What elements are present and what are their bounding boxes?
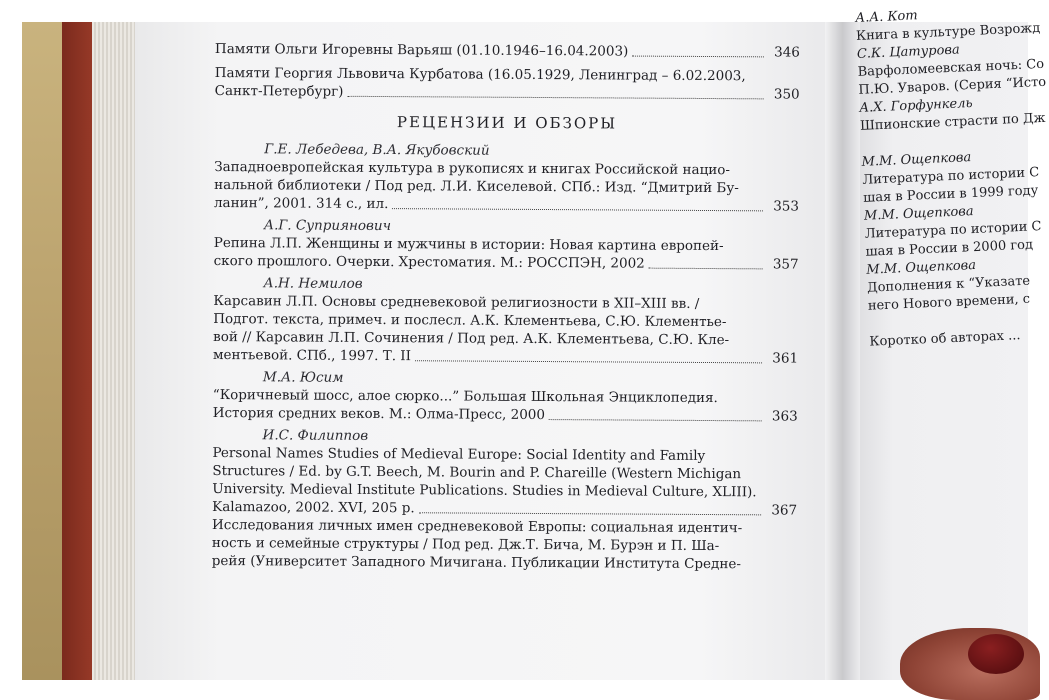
review-author: И.С. Филиппов: [262, 427, 369, 444]
toc-entry-last-line: [214, 194, 799, 216]
right-page-line: него Нового времени, с: [867, 291, 1031, 314]
toc-entry: [214, 234, 799, 274]
entry-text: рейя (Университет Западного Мичигана. Публикации Института Средне-: [211, 552, 741, 573]
entry-text: Памяти Георгия Львовича Курбатова (16.05.1929, Ленинград – 6.02.2003,: [214, 64, 746, 85]
right-page-line: Шпионские страсти по Дж: [859, 110, 1046, 134]
toc-entry: [213, 386, 798, 426]
right-page-line: Коротко об авторах ...: [869, 328, 1021, 350]
entry-text: ность и семейные структуры / Под ред. Дж.Т. Бича, М. Бурэн и П. Ша-: [211, 534, 720, 555]
entry-text: Подгот. текста, примеч. и послесл. А.К. Клементьева, С.Ю. Клементье-: [213, 310, 727, 331]
right-page-author: М.М. Ощепкова: [861, 150, 972, 170]
entry-text: ментьевой. СПб., 1997. Т. II: [213, 346, 412, 365]
table-of-contents: [212, 40, 800, 574]
dot-leader: [415, 360, 762, 363]
page-number: 367: [771, 502, 798, 519]
right-page-line: шая в России в 2000 год: [865, 237, 1034, 260]
entry-text: Санкт-Петербург): [214, 82, 344, 100]
page-number: 346: [774, 44, 800, 61]
right-page-line: Литература по истории С: [862, 165, 1040, 188]
fingernail: [968, 634, 1024, 674]
dot-leader: [419, 512, 761, 515]
review-author: А.Г. Суприянович: [263, 217, 392, 235]
right-page-line: Литература по истории С: [864, 219, 1042, 242]
entry-text: Personal Names Studies of Medieval Europe: Social Identity and Family: [212, 444, 706, 465]
right-page-author: А.А. Кот: [855, 8, 918, 26]
entry-text: нальной библиотеки / Под ред. Л.И. Киселевой. СПб.: Изд. “Дмитрий Бу-: [214, 176, 739, 197]
toc-entry: [215, 64, 800, 104]
book-gutter: [825, 22, 860, 680]
toc-entry: [215, 40, 800, 62]
entry-text: ланин”, 2001. 314 с., ил.: [213, 194, 389, 213]
entry-text: Карсавин Л.П. Основы средневековой религиозности в XII–XIII вв. /: [213, 292, 700, 312]
right-page-author: М.М. Ощепкова: [866, 257, 977, 278]
toc-entry: [213, 292, 798, 368]
review-author: Г.Е. Лебедева, В.А. Якубовский: [264, 141, 490, 159]
entry-text: ского прошлого. Очерки. Хрестоматия. М.: РОССПЭН, 2002: [213, 252, 645, 272]
entry-text: Kalamazoo, 2002. XVI, 205 p.: [212, 498, 415, 517]
entry-text: Исследования личных имен средневековой Европы: социальная идентич-: [211, 516, 743, 537]
toc-entry-last-line: [213, 346, 798, 368]
page-number: 353: [773, 198, 800, 215]
page-number: 357: [772, 256, 799, 273]
toc-entry-last-line: [214, 252, 799, 274]
toc-entry-last-line: [215, 40, 800, 62]
entry-text: University. Medieval Institute Publications. Studies in Medieval Culture, XLIII).: [212, 480, 757, 501]
right-page-text: [855, 1, 1049, 351]
review-author: А.Н. Немилов: [263, 275, 363, 292]
section-heading: РЕЦЕНЗИИ И ОБЗОРЫ: [396, 113, 618, 133]
page-number: 363: [771, 408, 798, 425]
right-page-line: Варфоломеевская ночь: Со: [857, 56, 1045, 80]
toc-entry-last-line: [213, 404, 798, 426]
entry-text: История средних веков. М.: Олма-Пресс, 2000: [212, 404, 546, 424]
page-number: 361: [772, 350, 799, 367]
review-author: М.А. Юсим: [262, 369, 344, 386]
entry-text: Памяти Ольги Игоревны Варьяш (01.10.1946–16.04.2003): [214, 40, 629, 60]
right-page-line: Дополнения к “Указате: [866, 273, 1031, 296]
entry-text: Репина Л.П. Женщины и мужчины в истории: Новая картина европей-: [213, 234, 724, 255]
dot-leader: [632, 56, 764, 58]
right-page-author: С.К. Цатурова: [856, 42, 960, 62]
dot-leader: [392, 208, 763, 211]
dot-leader: [549, 419, 762, 421]
entry-text: вой // Карсавин Л.П. Сочинения / Под ред. А.К. Клементьева, С.Ю. Кле-: [213, 328, 730, 349]
right-page-line: шая в России в 1999 году: [862, 183, 1039, 206]
dot-leader: [347, 96, 763, 100]
toc-entry: [212, 444, 797, 520]
right-page-author: А.Х. Горфункель: [858, 95, 973, 116]
page-number: 350: [773, 86, 800, 103]
toc-entry: [214, 158, 799, 216]
entry-text: Structures / Ed. by G.T. Beech, M. Bourin and P. Chareille (Western Michigan: [212, 462, 742, 483]
dot-leader: [649, 268, 763, 270]
right-page-author: М.М. Ощепкова: [863, 204, 974, 224]
right-page-line: П.Ю. Уваров. (Серия “Исто: [858, 74, 1047, 98]
toc-entry-last-line: [215, 82, 800, 104]
entry-text: “Коричневый шосс, алое сюрко...” Большая Школьная Энциклопедия.: [212, 386, 718, 407]
right-page-line: Книга в культуре Возрожд: [855, 20, 1041, 44]
page-edges: [92, 22, 140, 680]
entry-text: Западноевропейская культура в рукописях и книгах Российской нацио-: [214, 158, 731, 179]
